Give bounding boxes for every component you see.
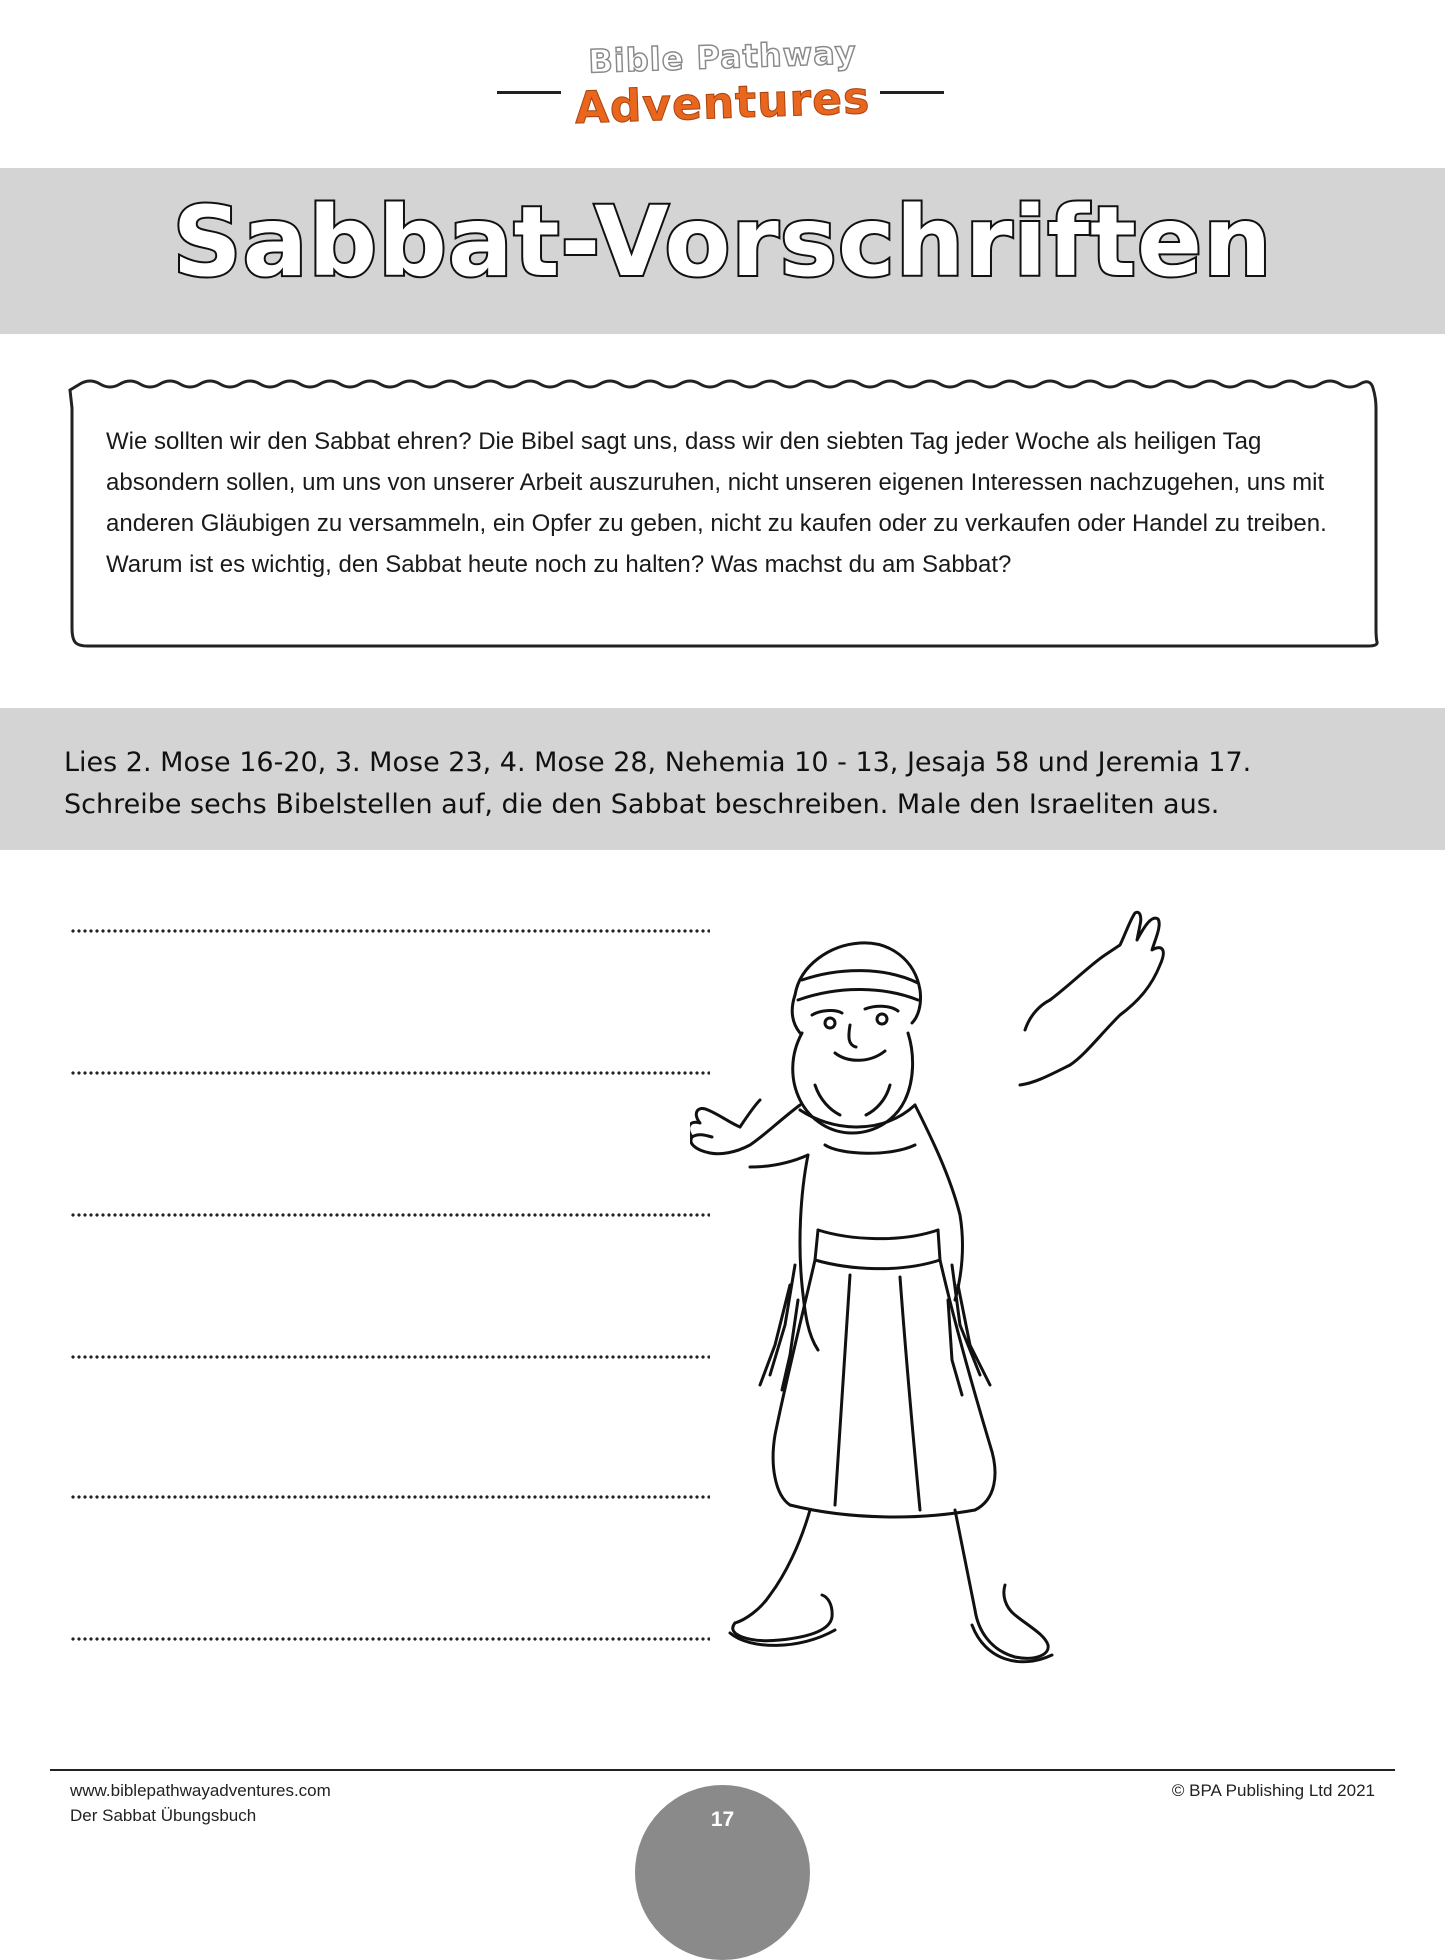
footer-left bbox=[70, 1778, 331, 1828]
logo-bottom-text: Adventures bbox=[573, 72, 872, 135]
writing-line-2[interactable] bbox=[70, 1071, 710, 1075]
instructions bbox=[64, 742, 1404, 826]
page-title: Sabbat-Vorschriften bbox=[172, 186, 1273, 298]
writing-line-1[interactable] bbox=[70, 929, 710, 933]
footer-rule bbox=[50, 1769, 1395, 1771]
instruction-line-1: Lies 2. Mose 16-20, 3. Mose 23, 4. Mose 28, Nehemia 10 - 13, Jesaja 58 und Jeremia 17. bbox=[64, 747, 1252, 778]
writing-line-3[interactable] bbox=[70, 1213, 710, 1217]
intro-text: Wie sollten wir den Sabbat ehren? Die Bibel sagt uns, dass wir den siebten Tag jeder Woche als heiligen Tag absondern sollen, um uns von unserer Arbeit auszuruhen, nicht unseren eigenen Interessen nachzugehen, uns mit anderen Gläubigen zu versammeln, ein Opfer zu geben, nicht zu kaufen oder zu verkaufen oder Handel zu treiben. Warum ist es wichtig, den Sabbat heute noch zu halten? Was machst du am Sabbat? bbox=[106, 428, 1327, 578]
writing-line-6[interactable] bbox=[70, 1637, 710, 1641]
instruction-band bbox=[0, 708, 1445, 850]
book-title: Der Sabbat Übungsbuch bbox=[70, 1806, 257, 1825]
page-number: 17 bbox=[710, 1808, 735, 1831]
writing-line-5[interactable] bbox=[70, 1495, 710, 1499]
copyright: © BPA Publishing Ltd 2021 bbox=[1171, 1781, 1375, 1800]
writing-line-4[interactable] bbox=[70, 1355, 710, 1359]
title-band bbox=[0, 168, 1445, 334]
logo-top-text: Bible Pathway bbox=[587, 33, 858, 81]
israelite-coloring-figure bbox=[690, 905, 1340, 1700]
website-link[interactable]: www.biblepathwayadventures.com bbox=[70, 1781, 331, 1800]
instruction-line-2: Schreibe sechs Bibelstellen auf, die den Sabbat beschreiben. Male den Israeliten aus. bbox=[64, 789, 1220, 820]
